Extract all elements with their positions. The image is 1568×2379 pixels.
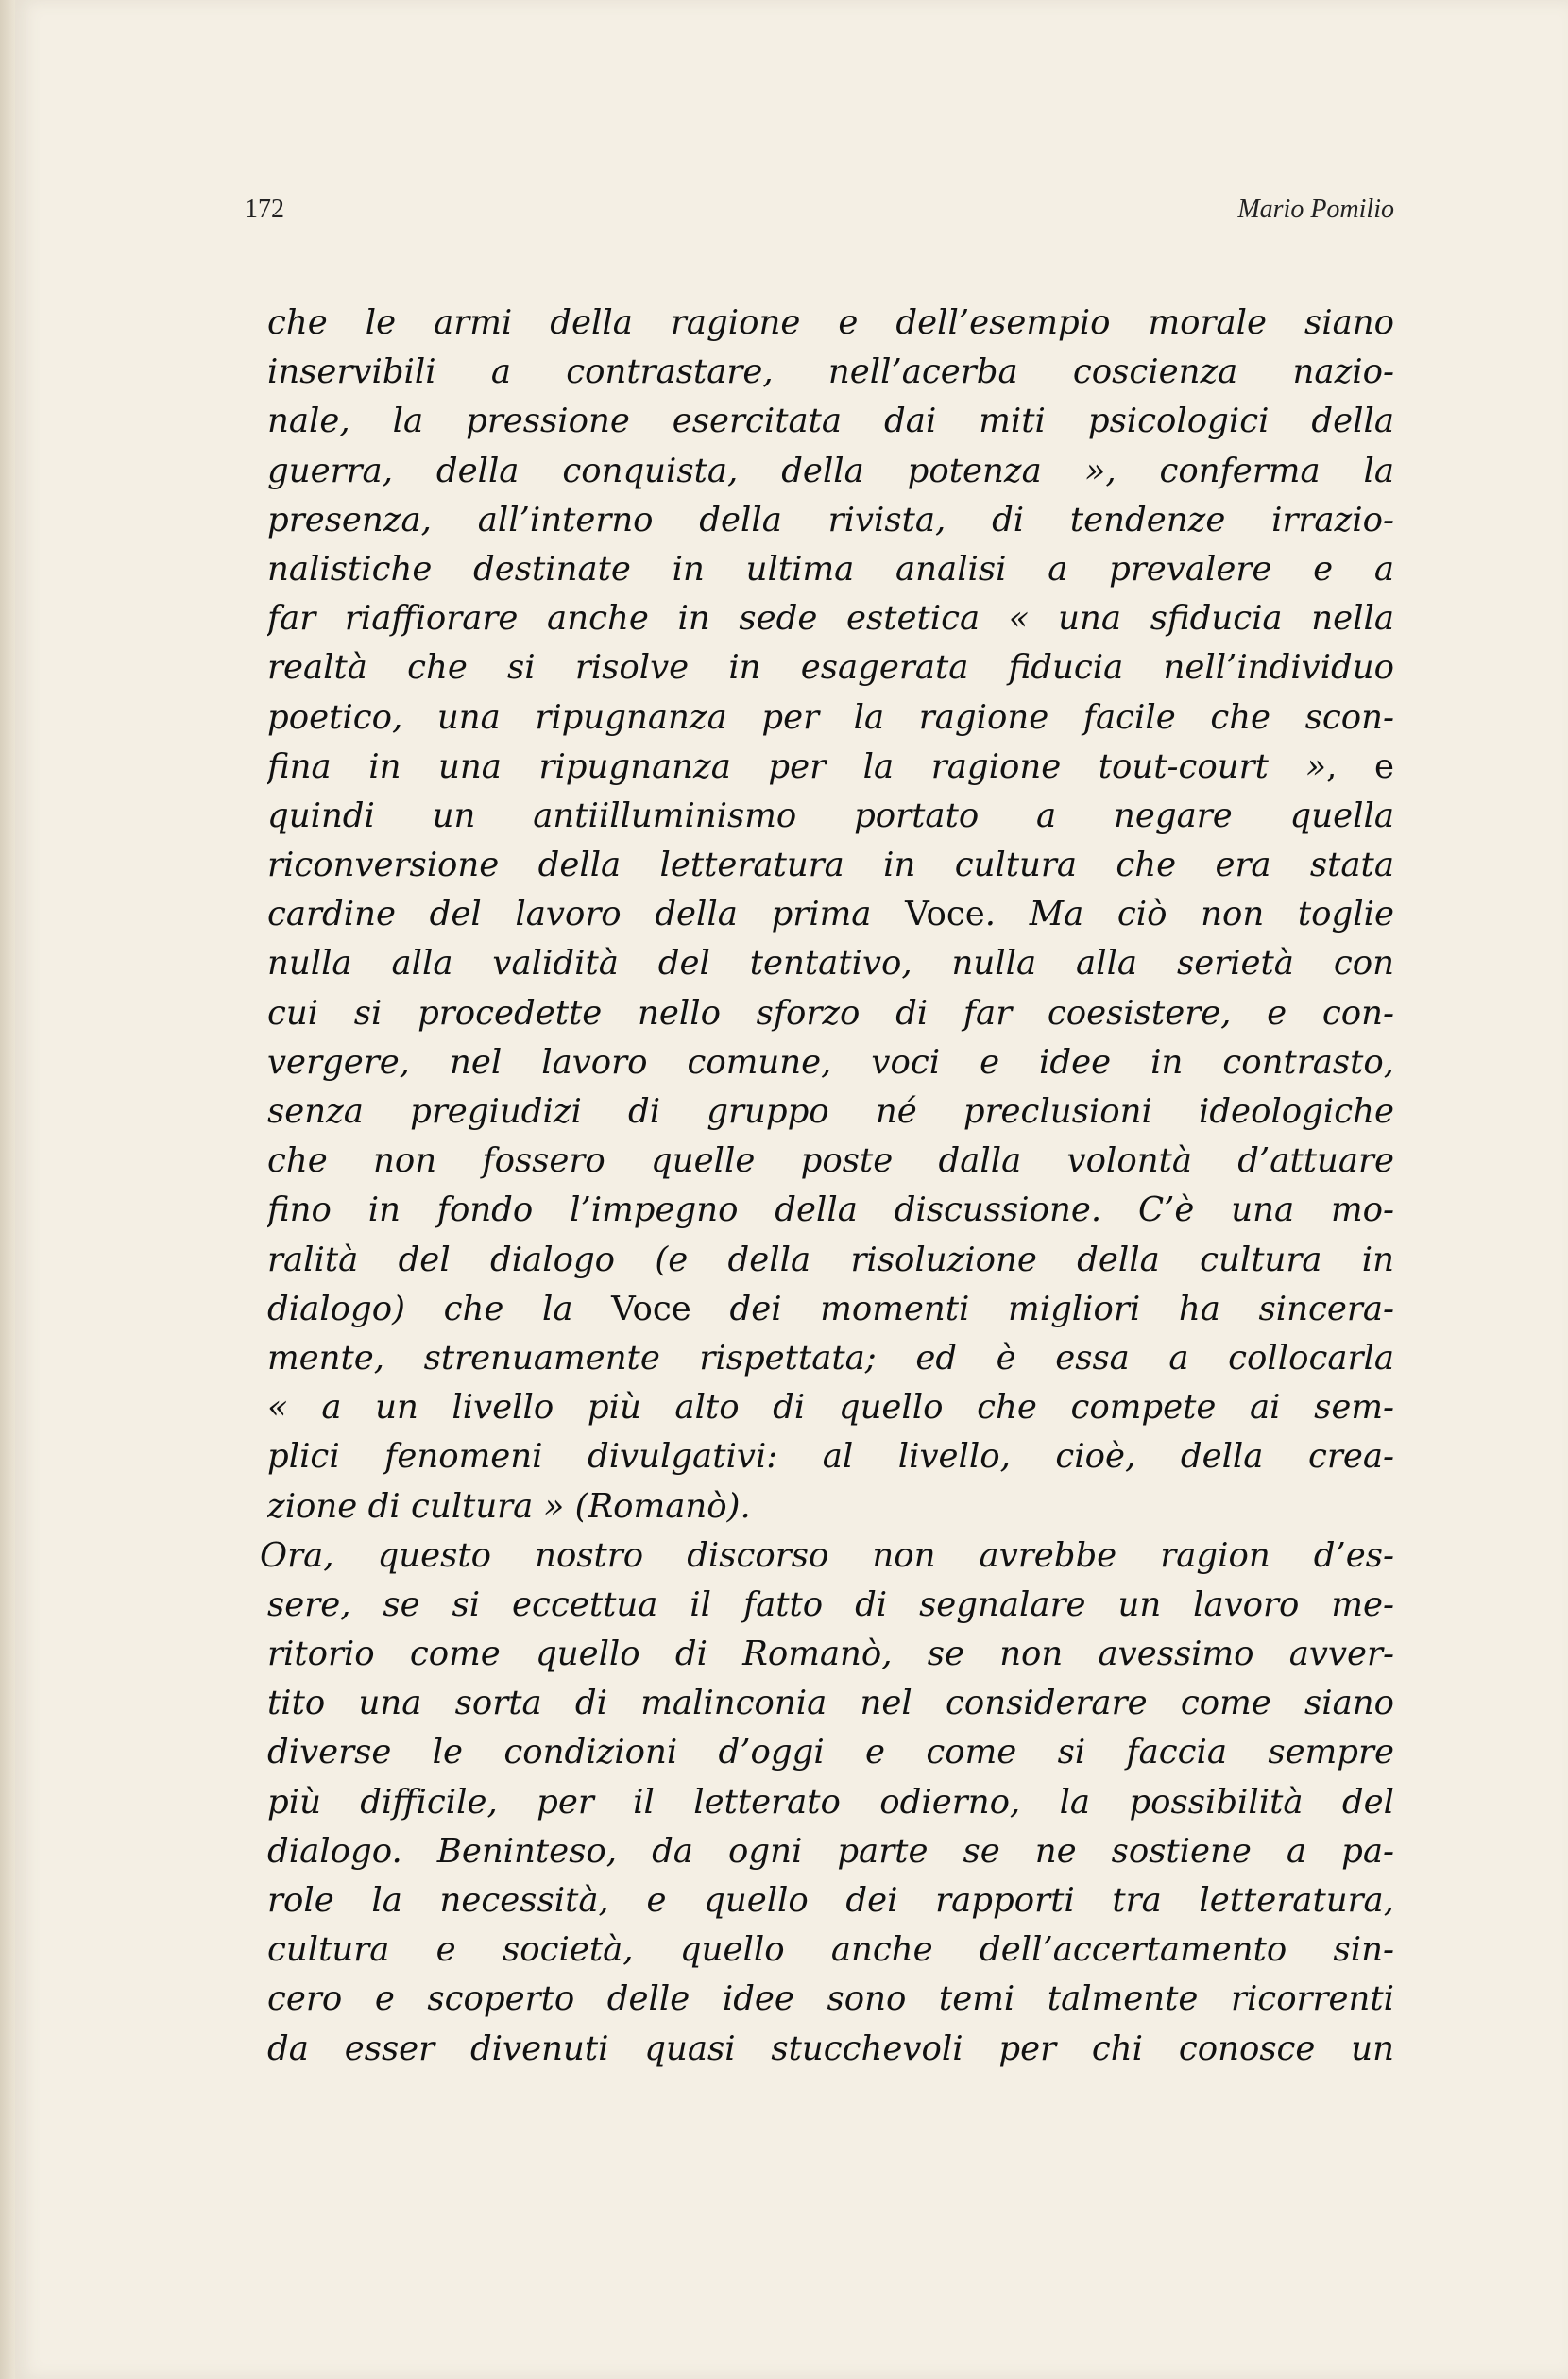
text-line (267, 299, 1394, 348)
page-number: 172 (245, 195, 284, 224)
italic-text-segment: nalistiche destinate in ultima analisi a prevalere e a (267, 549, 1394, 589)
text-line (267, 1186, 1394, 1235)
body-text (260, 299, 1394, 2074)
italic-text-segment: cultura e società, quello anche dell’accertamento sin- (267, 1930, 1394, 1970)
text-line (267, 693, 1394, 743)
italic-text-segment: tito una sorta di malinconia nel considerare come siano (267, 1684, 1394, 1723)
italic-text-segment: « a un livello più alto di quello che compete ai sem- (267, 1388, 1394, 1428)
text-line (267, 447, 1394, 496)
italic-text-segment: ralità del dialogo (e della risoluzione della cultura in (267, 1240, 1394, 1279)
roman-text-segment: Voce (905, 895, 985, 934)
italic-text-segment: guerra, della conquista, della potenza », conferma la (267, 451, 1394, 490)
text-line (267, 594, 1394, 643)
italic-text-segment: che non fossero quelle poste dalla volontà d’attuare (267, 1141, 1394, 1181)
text-line (267, 348, 1394, 397)
italic-text-segment: sere, se si eccettua il fatto di segnalare un lavoro me- (267, 1584, 1394, 1624)
italic-text-segment: cui si procedette nello sforzo di far coesistere, e con- (267, 993, 1394, 1033)
text-line (267, 1482, 1394, 1532)
page-spine-edge (0, 0, 15, 2379)
text-line (267, 1925, 1394, 1975)
italic-text-segment: . Ma ciò non toglie (984, 895, 1394, 934)
roman-text-segment: Voce (611, 1289, 691, 1328)
text-line (267, 792, 1394, 841)
running-head: Mario Pomilio (1237, 195, 1394, 224)
page-header (245, 195, 1394, 232)
italic-text-segment: diverse le condizioni d’oggi e come si faccia sempre (267, 1733, 1394, 1772)
italic-text-segment: nale, la pressione esercitata dai miti psicologici della (267, 402, 1394, 441)
text-line (267, 1827, 1394, 1876)
italic-text-segment: dialogo) che la (267, 1289, 612, 1328)
text-line (267, 989, 1394, 1038)
text-line (267, 1383, 1394, 1432)
text-line (267, 643, 1394, 693)
italic-text-segment: più difficile, per il letterato odierno, la possibilità del (267, 1782, 1394, 1822)
italic-text-segment: senza pregiudizi di gruppo né preclusioni ideologiche (267, 1092, 1394, 1131)
italic-text-segment: dei momenti migliori ha sincera- (690, 1289, 1394, 1328)
roman-text-segment: , e (1326, 746, 1394, 786)
italic-text-segment: fina in una ripugnanza per la ragione tout-court » (267, 746, 1327, 786)
text-line (267, 2025, 1394, 2074)
text-line (267, 1876, 1394, 1925)
italic-text-segment: riconversione della letteratura in cultura che era stata (267, 846, 1394, 885)
text-line (267, 496, 1394, 545)
italic-text-segment: quindi un antiilluminismo portato a negare quella (267, 796, 1394, 835)
text-line (267, 397, 1394, 446)
italic-text-segment: role la necessità, e quello dei rapporti tra letteratura, (267, 1881, 1394, 1920)
text-line (267, 1137, 1394, 1186)
italic-text-segment: mente, strenuamente rispettata; ed è essa a collocarla (267, 1338, 1394, 1378)
text-line (267, 1581, 1394, 1630)
italic-text-segment: realtà che si risolve in esagerata fiducia nell’individuo (267, 648, 1394, 688)
text-line (267, 1038, 1394, 1087)
italic-text-segment: da esser divenuti quasi stucchevoli per chi conosce un (267, 2028, 1394, 2068)
text-line (267, 1679, 1394, 1728)
text-line (267, 841, 1394, 890)
text-line (267, 1334, 1394, 1383)
italic-text-segment: poetico, una ripugnanza per la ragione facile che scon- (267, 697, 1394, 737)
text-line (267, 1087, 1394, 1137)
text-line (267, 1778, 1394, 1827)
italic-text-segment: inservibili a contrastare, nell’acerba coscienza nazio- (267, 352, 1394, 392)
text-line (267, 1975, 1394, 2024)
text-line (267, 939, 1394, 988)
italic-text-segment: far riaffiorare anche in sede estetica « una sfiducia nella (267, 599, 1394, 639)
text-line (267, 1630, 1394, 1679)
italic-text-segment: nulla alla validità del tentativo, nulla alla serietà con (267, 944, 1394, 984)
text-line (267, 743, 1394, 792)
italic-text-segment: vergere, nel lavoro comune, voci e idee in contrasto, (267, 1042, 1394, 1082)
text-line (267, 1285, 1394, 1334)
text-line (267, 890, 1394, 939)
italic-text-segment: Ora, questo nostro discorso non avrebbe ragion d’es- (260, 1535, 1394, 1575)
italic-text-segment: dialogo. Beninteso, da ogni parte se ne sostiene a pa- (267, 1831, 1394, 1871)
italic-text-segment: fino in fondo l’impegno della discussione. C’è una mo- (267, 1190, 1394, 1230)
italic-text-segment: cardine del lavoro della prima (267, 895, 906, 934)
text-line (267, 545, 1394, 594)
italic-text-segment: ritorio come quello di Romanò, se non avessimo avver- (267, 1634, 1394, 1674)
italic-text-segment: cero e scoperto delle idee sono temi talmente ricorrenti (267, 1979, 1394, 2019)
text-line (267, 1728, 1394, 1777)
text-line (260, 1532, 1394, 1581)
text-line (267, 1236, 1394, 1285)
text-line (267, 1432, 1394, 1481)
italic-text-segment: plici fenomeni divulgativi: al livello, cioè, della crea- (267, 1437, 1394, 1477)
italic-text-segment: zione di cultura » (Romanò). (267, 1486, 751, 1526)
italic-text-segment: presenza, all’interno della rivista, di tendenze irrazio- (267, 500, 1394, 539)
italic-text-segment: che le armi della ragione e dell’esempio morale siano (267, 303, 1394, 342)
